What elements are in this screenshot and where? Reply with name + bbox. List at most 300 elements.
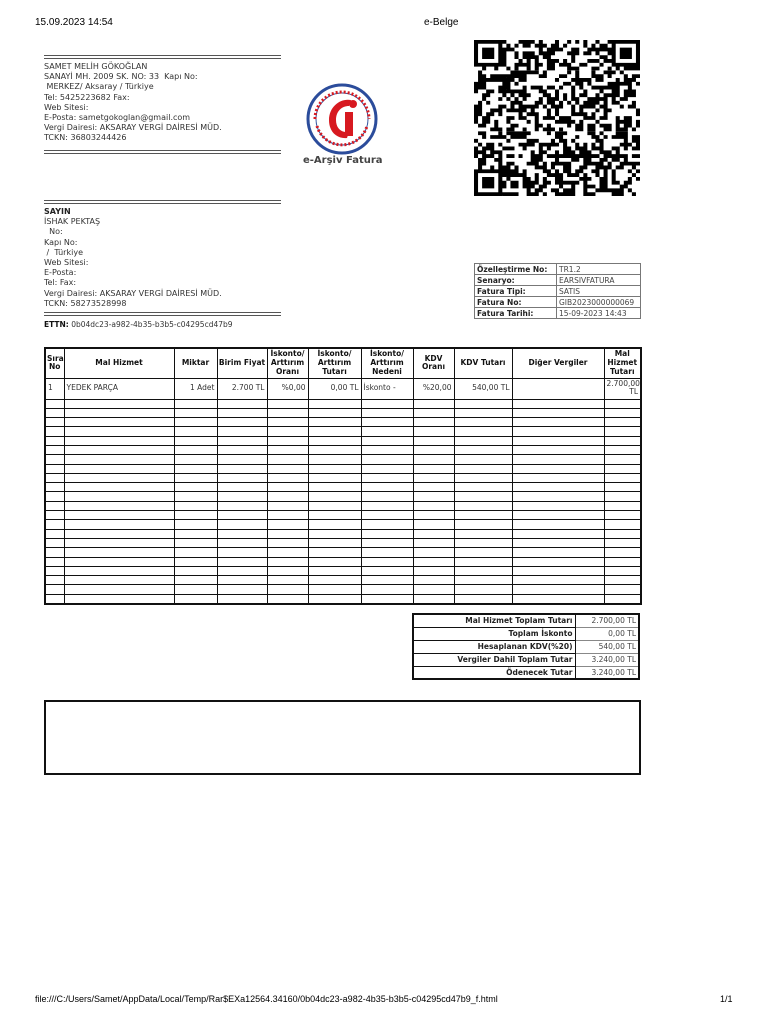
table-cell-empty xyxy=(174,399,217,408)
table-cell-empty xyxy=(308,418,361,427)
table-cell-empty xyxy=(308,594,361,603)
table-cell-empty xyxy=(45,594,64,603)
table-cell-empty xyxy=(217,566,267,575)
table-cell-empty xyxy=(64,529,174,538)
invoice-info-row xyxy=(475,286,641,297)
table-cell-empty xyxy=(454,566,512,575)
table-cell-empty xyxy=(45,492,64,501)
items-column-header: İskonto/ Arttırım Tutarı xyxy=(308,348,361,378)
table-cell-empty xyxy=(454,557,512,566)
table-cell-empty xyxy=(267,399,308,408)
table-cell-empty xyxy=(512,576,604,585)
table-cell-empty xyxy=(413,548,454,557)
table-cell-empty xyxy=(454,529,512,538)
table-cell-empty xyxy=(64,585,174,594)
table-cell-empty xyxy=(361,445,413,454)
seller-block xyxy=(44,62,222,144)
table-cell-empty xyxy=(454,445,512,454)
table-cell-empty xyxy=(217,464,267,473)
table-cell-empty xyxy=(512,427,604,436)
table-cell-empty xyxy=(64,501,174,510)
seller-top-divider xyxy=(44,55,281,59)
items-column-header: Mal Hizmet xyxy=(64,348,174,378)
table-cell-empty xyxy=(512,566,604,575)
table-cell-empty xyxy=(454,511,512,520)
table-cell-empty xyxy=(64,483,174,492)
buyer-line: İSHAK PEKTAŞ xyxy=(44,217,101,227)
table-cell: %20,00 xyxy=(413,378,454,399)
table-cell-empty xyxy=(174,436,217,445)
table-cell: İskonto - xyxy=(361,378,413,399)
table-row-empty xyxy=(45,455,641,464)
table-cell: 2.700 TL xyxy=(217,378,267,399)
table-cell-empty xyxy=(45,585,64,594)
table-cell-empty xyxy=(454,399,512,408)
seller-line: E-Posta: sametgokoglan@gmail.com xyxy=(44,113,191,123)
table-cell-empty xyxy=(308,576,361,585)
table-cell-empty xyxy=(217,557,267,566)
table-cell-empty xyxy=(454,520,512,529)
table-cell-empty xyxy=(512,408,604,417)
table-cell-empty xyxy=(512,492,604,501)
table-cell-empty xyxy=(512,455,604,464)
table-cell-empty xyxy=(413,520,454,529)
table-cell-empty xyxy=(64,538,174,547)
table-cell-empty xyxy=(64,520,174,529)
items-column-header: Miktar xyxy=(174,348,217,378)
invoice-info-value: SATIS xyxy=(557,286,641,297)
table-cell-empty xyxy=(604,529,641,538)
table-cell-empty xyxy=(413,529,454,538)
table-cell-empty xyxy=(413,464,454,473)
table-cell-empty xyxy=(64,455,174,464)
table-cell-empty xyxy=(512,501,604,510)
table-cell-empty xyxy=(174,501,217,510)
table-cell-empty xyxy=(174,511,217,520)
table-cell-empty xyxy=(45,529,64,538)
table-cell-empty xyxy=(217,492,267,501)
table-cell-empty xyxy=(267,464,308,473)
table-cell-empty xyxy=(174,427,217,436)
table-cell-empty xyxy=(308,520,361,529)
table-row-empty xyxy=(45,594,641,603)
table-cell-empty xyxy=(45,483,64,492)
totals-label: Vergiler Dahil Toplam Tutar xyxy=(413,653,575,666)
table-cell-empty xyxy=(217,520,267,529)
table-cell-empty xyxy=(413,418,454,427)
table-cell-empty xyxy=(512,445,604,454)
table-cell-empty xyxy=(308,436,361,445)
table-row-empty xyxy=(45,566,641,575)
table-cell-empty xyxy=(174,483,217,492)
table-cell-empty xyxy=(45,548,64,557)
table-cell-empty xyxy=(454,483,512,492)
table-cell-empty xyxy=(45,464,64,473)
table-cell-empty xyxy=(361,520,413,529)
table-cell-empty xyxy=(604,427,641,436)
table-cell-empty xyxy=(413,483,454,492)
table-cell-empty xyxy=(361,557,413,566)
table-cell-empty xyxy=(361,548,413,557)
table-cell-empty xyxy=(64,576,174,585)
table-cell-empty xyxy=(64,399,174,408)
table-cell-empty xyxy=(361,492,413,501)
table-cell-empty xyxy=(174,408,217,417)
table-cell-empty xyxy=(308,511,361,520)
table-cell-empty xyxy=(267,436,308,445)
invoice-info-table xyxy=(474,263,641,319)
table-row-empty xyxy=(45,445,641,454)
table-cell-empty xyxy=(512,473,604,482)
table-row-empty xyxy=(45,483,641,492)
table-cell-empty xyxy=(267,538,308,547)
table-cell-empty xyxy=(604,436,641,445)
buyer-top-divider xyxy=(44,200,281,204)
table-row-empty xyxy=(45,436,641,445)
buyer-line: / Türkiye xyxy=(44,247,83,257)
table-cell-empty xyxy=(308,408,361,417)
table-cell-empty xyxy=(512,594,604,603)
table-cell-empty xyxy=(174,576,217,585)
table-cell-empty xyxy=(267,520,308,529)
buyer-line: Web Sitesi: xyxy=(44,258,89,268)
table-cell-empty xyxy=(64,473,174,482)
table-cell-empty xyxy=(217,483,267,492)
invoice-info-key: Fatura No: xyxy=(475,297,557,308)
print-page-number: 1/1 xyxy=(720,994,733,1004)
table-cell-empty xyxy=(267,501,308,510)
totals-value: 3.240,00 TL xyxy=(575,666,639,679)
table-cell-empty xyxy=(512,483,604,492)
seller-line: Vergi Dairesi: AKSARAY VERGİ DAİRESİ MÜD. xyxy=(44,123,222,133)
invoice-info-value: 15-09-2023 14:43 xyxy=(557,308,641,319)
table-cell: 0,00 TL xyxy=(308,378,361,399)
table-cell-empty xyxy=(45,455,64,464)
totals-value: 2.700,00 TL xyxy=(575,614,639,627)
table-cell-empty xyxy=(413,399,454,408)
table-cell-empty xyxy=(174,464,217,473)
table-cell-empty xyxy=(604,492,641,501)
table-cell-empty xyxy=(174,418,217,427)
table-cell-empty xyxy=(454,538,512,547)
table-cell-empty xyxy=(64,557,174,566)
table-cell-empty xyxy=(454,436,512,445)
items-column-header: Diğer Vergiler xyxy=(512,348,604,378)
invoice-info-row xyxy=(475,308,641,319)
table-cell-empty xyxy=(217,576,267,585)
table-cell-empty xyxy=(454,594,512,603)
buyer-line: No: xyxy=(44,227,63,237)
table-cell-empty xyxy=(308,501,361,510)
totals-table xyxy=(412,613,640,680)
table-cell-empty xyxy=(45,473,64,482)
invoice-info-key: Özelleştirme No: xyxy=(475,264,557,275)
totals-label: Toplam İskonto xyxy=(413,627,575,640)
buyer-line: E-Posta: xyxy=(44,268,77,278)
table-cell-empty xyxy=(45,399,64,408)
table-cell-empty xyxy=(64,511,174,520)
table-cell: 2.700,00 TL xyxy=(604,378,641,399)
table-cell-empty xyxy=(512,399,604,408)
table-cell-empty xyxy=(45,408,64,417)
table-cell-empty xyxy=(174,557,217,566)
table-cell-empty xyxy=(604,511,641,520)
table-cell-empty xyxy=(604,473,641,482)
table-cell-empty xyxy=(454,473,512,482)
table-cell-empty xyxy=(604,399,641,408)
table-cell-empty xyxy=(308,492,361,501)
table-cell-empty xyxy=(454,464,512,473)
table-cell-empty xyxy=(45,427,64,436)
table-cell-empty xyxy=(64,566,174,575)
table-cell-empty xyxy=(174,538,217,547)
table-cell-empty xyxy=(413,436,454,445)
invoice-info-row xyxy=(475,275,641,286)
table-cell-empty xyxy=(361,408,413,417)
table-cell-empty xyxy=(413,557,454,566)
table-cell-empty xyxy=(64,436,174,445)
table-cell-empty xyxy=(512,418,604,427)
table-cell-empty xyxy=(217,473,267,482)
items-table xyxy=(44,347,642,605)
items-column-header: KDV Oranı xyxy=(413,348,454,378)
table-cell-empty xyxy=(174,520,217,529)
invoice-info-row xyxy=(475,264,641,275)
table-cell-empty xyxy=(413,492,454,501)
invoice-info-key: Fatura Tarihi: xyxy=(475,308,557,319)
items-column-header: Mal Hizmet Tutarı xyxy=(604,348,641,378)
table-cell-empty xyxy=(267,511,308,520)
table-row-empty xyxy=(45,576,641,585)
table-cell-empty xyxy=(64,594,174,603)
totals-row xyxy=(413,614,639,627)
table-cell-empty xyxy=(217,585,267,594)
seller-line: MERKEZ/ Aksaray / Türkiye xyxy=(44,82,154,92)
table-cell-empty xyxy=(217,399,267,408)
table-cell-empty xyxy=(604,445,641,454)
totals-value: 0,00 TL xyxy=(575,627,639,640)
table-cell-empty xyxy=(308,566,361,575)
table-cell-empty xyxy=(217,594,267,603)
table-cell-empty xyxy=(361,427,413,436)
table-row-empty xyxy=(45,473,641,482)
table-cell-empty xyxy=(267,427,308,436)
table-cell-empty xyxy=(308,455,361,464)
invoice-info-value: EARSIVFATURA xyxy=(557,275,641,286)
totals-label: Ödenecek Tutar xyxy=(413,666,575,679)
table-cell: 1 xyxy=(45,378,64,399)
table-cell-empty xyxy=(45,576,64,585)
table-cell-empty xyxy=(64,548,174,557)
items-column-header: İskonto/ Arttırım Oranı xyxy=(267,348,308,378)
table-cell-empty xyxy=(267,566,308,575)
table-cell-empty xyxy=(45,566,64,575)
table-cell-empty xyxy=(308,427,361,436)
table-cell-empty xyxy=(217,538,267,547)
table-cell-empty xyxy=(64,464,174,473)
table-cell-empty xyxy=(512,585,604,594)
table-cell-empty xyxy=(454,576,512,585)
table-cell-empty xyxy=(267,576,308,585)
table-cell-empty xyxy=(413,408,454,417)
table-cell-empty xyxy=(454,492,512,501)
table-cell-empty xyxy=(267,548,308,557)
table-cell-empty xyxy=(45,520,64,529)
totals-label: Mal Hizmet Toplam Tutarı xyxy=(413,614,575,627)
items-column-header: Birim Fiyat xyxy=(217,348,267,378)
table-row-empty xyxy=(45,548,641,557)
table-cell-empty xyxy=(413,511,454,520)
items-column-header: Sıra No xyxy=(45,348,64,378)
table-cell-empty xyxy=(174,455,217,464)
table-cell-empty xyxy=(217,501,267,510)
table-cell-empty xyxy=(267,529,308,538)
table-cell-empty xyxy=(267,594,308,603)
seller-line: TCKN: 36803244426 xyxy=(44,133,127,143)
table-cell-empty xyxy=(174,566,217,575)
table-row-empty xyxy=(45,399,641,408)
table-cell-empty xyxy=(361,464,413,473)
table-row-empty xyxy=(45,557,641,566)
seller-bottom-divider xyxy=(44,150,281,154)
table-cell-empty xyxy=(267,492,308,501)
table-cell-empty xyxy=(308,483,361,492)
totals-row xyxy=(413,640,639,653)
table-cell-empty xyxy=(604,418,641,427)
table-cell-empty xyxy=(413,594,454,603)
table-cell-empty xyxy=(604,520,641,529)
table-cell-empty xyxy=(174,492,217,501)
table-cell-empty xyxy=(361,455,413,464)
table-cell-empty xyxy=(174,548,217,557)
table-cell-empty xyxy=(308,473,361,482)
table-cell-empty xyxy=(604,576,641,585)
items-column-header: KDV Tutarı xyxy=(454,348,512,378)
ettn xyxy=(44,320,233,329)
invoice-info-row xyxy=(475,297,641,308)
table-cell-empty xyxy=(361,594,413,603)
seller-line: SANAYİ MH. 2009 SK. NO: 33 Kapı No: xyxy=(44,72,198,82)
table-cell-empty xyxy=(64,492,174,501)
totals-row xyxy=(413,627,639,640)
table-cell-empty xyxy=(308,557,361,566)
table-cell-empty xyxy=(361,399,413,408)
table-cell-empty xyxy=(512,511,604,520)
qr-code-icon xyxy=(474,40,640,196)
table-cell-empty xyxy=(361,436,413,445)
invoice-info-key: Fatura Tipi: xyxy=(475,286,557,297)
table-cell-empty xyxy=(174,445,217,454)
table-cell-empty xyxy=(361,576,413,585)
table-row-empty xyxy=(45,520,641,529)
table-cell-empty xyxy=(174,585,217,594)
table-cell-empty xyxy=(45,436,64,445)
table-cell-empty xyxy=(604,408,641,417)
table-cell-empty xyxy=(267,473,308,482)
table-cell-empty xyxy=(64,408,174,417)
table-cell-empty xyxy=(454,548,512,557)
table-cell-empty xyxy=(361,483,413,492)
table-cell-empty xyxy=(45,418,64,427)
buyer-line: Tel: Fax: xyxy=(44,278,77,288)
table-cell-empty xyxy=(45,557,64,566)
table-cell-empty xyxy=(361,501,413,510)
table-cell-empty xyxy=(512,548,604,557)
table-row-empty xyxy=(45,529,641,538)
table-cell-empty xyxy=(267,418,308,427)
table-cell: 540,00 TL xyxy=(454,378,512,399)
table-cell-empty xyxy=(308,529,361,538)
table-cell: YEDEK PARÇA xyxy=(64,378,174,399)
table-cell-empty xyxy=(413,455,454,464)
table-cell-empty xyxy=(361,473,413,482)
table-cell-empty xyxy=(512,529,604,538)
table-row xyxy=(45,378,641,399)
table-cell-empty xyxy=(454,408,512,417)
table-cell-empty xyxy=(413,538,454,547)
table-cell-empty xyxy=(217,529,267,538)
table-cell-empty xyxy=(267,557,308,566)
items-column-header: İskonto/ Arttırım Nedeni xyxy=(361,348,413,378)
buyer-line: Vergi Dairesi: AKSARAY VERGİ DAİRESİ MÜD. xyxy=(44,288,222,298)
totals-row xyxy=(413,666,639,679)
table-cell-empty xyxy=(267,445,308,454)
table-cell-empty xyxy=(64,445,174,454)
totals-row xyxy=(413,653,639,666)
table-cell-empty xyxy=(217,408,267,417)
table-cell-empty xyxy=(361,566,413,575)
table-row-empty xyxy=(45,427,641,436)
qr-modules xyxy=(474,40,640,196)
table-cell-empty xyxy=(174,473,217,482)
table-cell-empty xyxy=(217,455,267,464)
seller-line: Web Sitesi: xyxy=(44,102,89,112)
seller-line: Tel: 5425223682 Fax: xyxy=(44,92,130,102)
table-cell xyxy=(512,378,604,399)
table-cell-empty xyxy=(217,445,267,454)
table-cell-empty xyxy=(604,548,641,557)
table-cell-empty xyxy=(512,436,604,445)
table-cell-empty xyxy=(604,557,641,566)
table-row-empty xyxy=(45,585,641,594)
notes-box xyxy=(44,700,641,775)
table-cell-empty xyxy=(361,418,413,427)
seller-line: SAMET MELİH GÖKOĞLAN xyxy=(44,62,148,71)
ettn-value: 0b04dc23-a982-4b35-b3b5-c04295cd47b9 xyxy=(71,320,233,329)
table-cell-empty xyxy=(604,483,641,492)
table-cell-empty xyxy=(308,399,361,408)
table-cell-empty xyxy=(413,427,454,436)
table-cell-empty xyxy=(604,538,641,547)
table-cell-empty xyxy=(308,445,361,454)
table-cell-empty xyxy=(604,566,641,575)
table-cell-empty xyxy=(604,501,641,510)
print-url: file:///C:/Users/Samet/AppData/Local/Temp/Rar$EXa12564.34160/0b04dc23-a982-4b35-b3b5-c04295cd47b9_f.html xyxy=(35,994,498,1004)
table-cell-empty xyxy=(454,427,512,436)
table-row-empty xyxy=(45,418,641,427)
buyer-line: TCKN: 58273528998 xyxy=(44,298,127,308)
table-row-empty xyxy=(45,501,641,510)
totals-label: Hesaplanan KDV(%20) xyxy=(413,640,575,653)
table-cell-empty xyxy=(604,464,641,473)
table-cell: 1 Adet xyxy=(174,378,217,399)
invoice-info-value: TR1.2 xyxy=(557,264,641,275)
table-cell-empty xyxy=(604,594,641,603)
totals-value: 540,00 TL xyxy=(575,640,639,653)
table-row-empty xyxy=(45,538,641,547)
table-cell-empty xyxy=(454,585,512,594)
table-cell-empty xyxy=(512,464,604,473)
